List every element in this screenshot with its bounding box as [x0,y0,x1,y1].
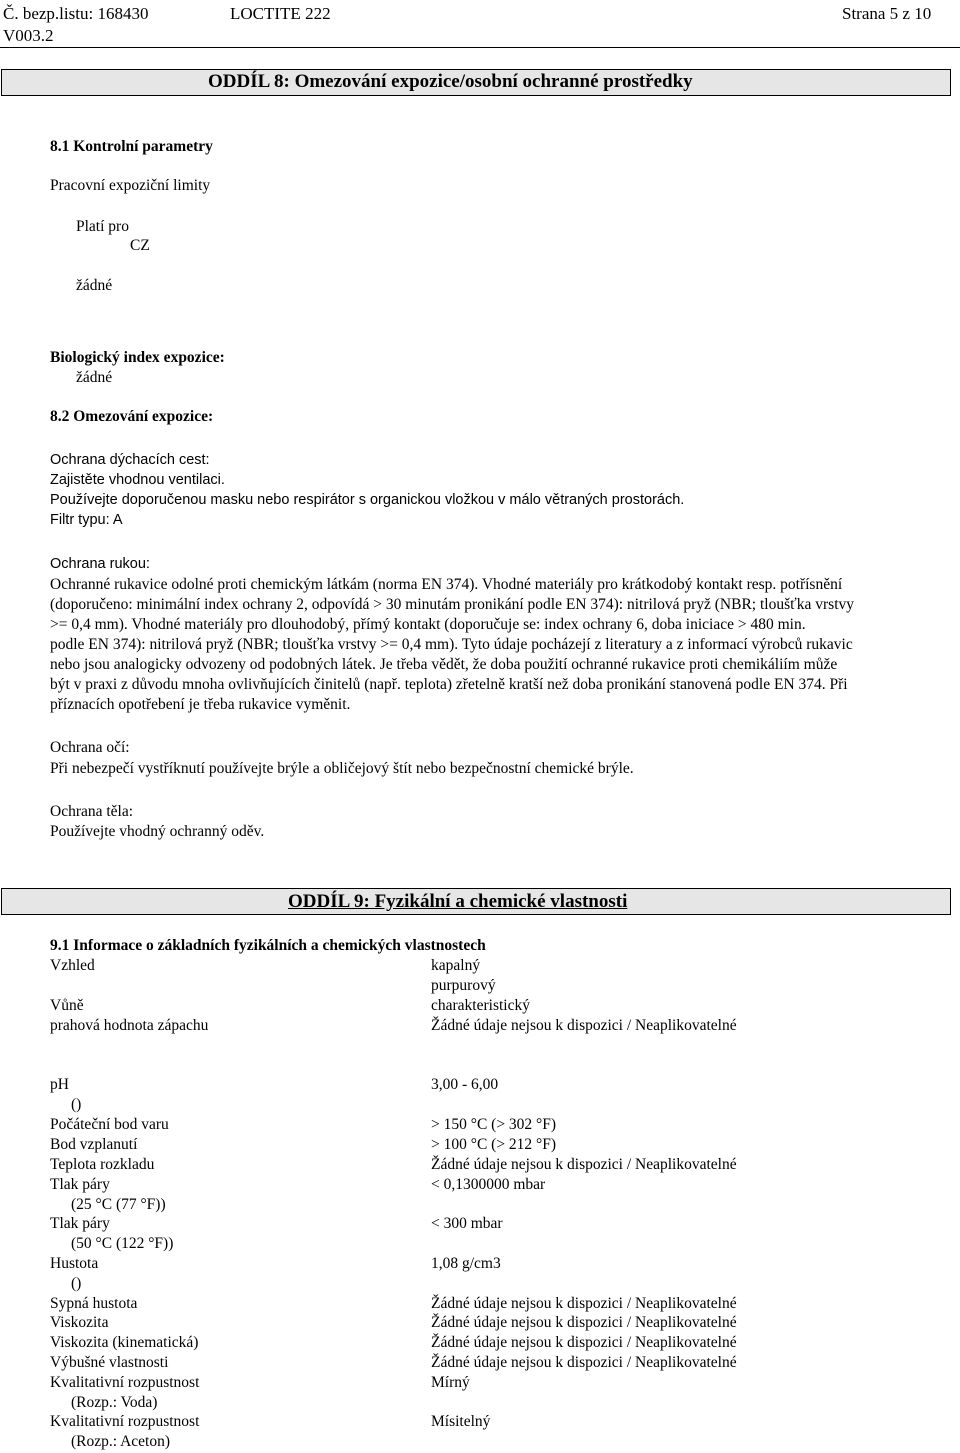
property-label: () [71,1275,82,1292]
oel-heading: Pracovní expoziční limity [50,177,211,194]
property-value: charakteristický [431,997,530,1014]
hand-protection-line: být v praxi z důvodu mnoha ovlivňujících činitelů (např. teplota) zřetelně kratší než doba pronikání stanovená podle EN 374. Při [50,676,848,693]
property-label: Kvalitativní rozpustnost [50,1413,200,1430]
version: V003.2 [3,26,54,45]
property-label: Viskozita (kinematická) [50,1334,199,1351]
hand-protection-line: nebo jsou analogicky odvozeny od podobných látek. Je třeba vědět, že doba použití ochranné rukavice proti chemikáliím může [50,656,838,673]
property-label: Vůně [50,997,84,1014]
property-value: purpurový [431,977,496,994]
header-divider [0,47,960,48]
property-value: Mírný [431,1374,470,1391]
property-value: 1,08 g/cm3 [431,1255,501,1272]
property-value: < 0,1300000 mbar [431,1176,546,1193]
hand-protection-line: podle EN 374): nitrilová pryž (NBR; tloušťka vrstvy >= 0,4 mm). Tyto údaje pocházejí z literatury a z informací výrobců rukavic [50,636,853,653]
product-name: LOCTITE 222 [230,4,331,23]
property-value: Žádné údaje nejsou k dispozici / Neaplikovatelné [431,1017,737,1034]
bio-index-value: žádné [76,369,113,386]
property-label: Teplota rozkladu [50,1156,155,1173]
hand-protection-label: Ochrana rukou: [50,556,150,572]
s91-heading: 9.1 Informace o základních fyzikálních a chemických vlastnostech [50,937,486,954]
hand-protection-line: >= 0,4 mm). Vhodné materiály pro dlouhodobý, přímý kontakt (doporučuje se: index ochrany 6, doba iniciace > 480 min. [50,616,806,633]
property-label: Hustota [50,1255,99,1272]
property-label: prahová hodnota zápachu [50,1017,209,1034]
property-label: Vzhled [50,957,95,974]
property-label: (Rozp.: Aceton) [71,1433,171,1450]
oel-value: žádné [76,277,113,294]
bio-index-label: Biologický index expozice: [50,349,225,366]
hand-protection-line: (doporučeno: minimální index ochrany 2, odpovídá > 30 minutám pronikání podle EN 374): nitrilová pryž (NBR; tloušťka vrstvy [50,596,855,613]
property-label: Počáteční bod varu [50,1116,169,1133]
property-value: Žádné údaje nejsou k dispozici / Neaplikovatelné [431,1334,737,1351]
property-label: Sypná hustota [50,1295,138,1312]
country-code: CZ [130,237,150,254]
property-value: Mísitelný [431,1413,491,1430]
property-value: Žádné údaje nejsou k dispozici / Neaplikovatelné [431,1295,737,1312]
resp-protection-line1: Zajistěte vhodnou ventilaci. [50,472,225,488]
property-label: Výbušné vlastnosti [50,1354,169,1371]
property-label: Viskozita [50,1314,109,1331]
property-value: Žádné údaje nejsou k dispozici / Neaplikovatelné [431,1156,737,1173]
property-value: 3,00 - 6,00 [431,1076,499,1093]
property-value: Žádné údaje nejsou k dispozici / Neaplikovatelné [431,1354,737,1371]
s81-heading: 8.1 Kontrolní parametry [50,138,213,155]
doc-number: Č. bezp.listu: 168430 [3,4,149,23]
property-label: (50 °C (122 °F)) [71,1235,174,1252]
resp-protection-line2: Používejte doporučenou masku nebo respirátor s organickou vložkou v málo větraných prostorách. [50,492,685,508]
property-value: < 300 mbar [431,1215,503,1232]
valid-for-label: Platí pro [76,218,129,235]
resp-protection-line3: Filtr typu: A [50,512,123,528]
body-protection-label: Ochrana těla: [50,803,134,820]
section9-title: ODDÍL 9: Fyzikální a chemické vlastnosti [288,891,628,912]
property-label: (25 °C (77 °F)) [71,1196,166,1213]
property-label: Bod vzplanutí [50,1136,138,1153]
s82-heading: 8.2 Omezování expozice: [50,408,214,425]
property-label: () [71,1096,82,1113]
property-label: Tlak páry [50,1176,110,1193]
property-label: Kvalitativní rozpustnost [50,1374,200,1391]
page-number: Strana 5 z 10 [842,4,932,23]
section8-title: ODDÍL 8: Omezování expozice/osobní ochranné prostředky [208,71,693,92]
eye-protection-label: Ochrana očí: [50,739,130,756]
property-value: kapalný [431,957,481,974]
property-label: pH [50,1076,69,1093]
property-label: (Rozp.: Voda) [71,1394,158,1411]
property-value: > 100 °C (> 212 °F) [431,1136,557,1153]
hand-protection-line: příznacích opotřebení je třeba rukavice vyměnit. [50,696,351,713]
property-value: > 150 °C (> 302 °F) [431,1116,557,1133]
hand-protection-line: Ochranné rukavice odolné proti chemickým látkám (norma EN 374). Vhodné materiály pro krátkodobý kontakt resp. potřísnění [50,576,843,593]
property-value: Žádné údaje nejsou k dispozici / Neaplikovatelné [431,1314,737,1331]
property-label: Tlak páry [50,1215,110,1232]
resp-protection-label: Ochrana dýchacích cest: [50,452,210,468]
body-protection-text: Používejte vhodný ochranný oděv. [50,823,265,840]
eye-protection-text: Při nebezpečí vystříknutí používejte brýle a obličejový štít nebo bezpečnostní chemické brýle. [50,760,634,777]
